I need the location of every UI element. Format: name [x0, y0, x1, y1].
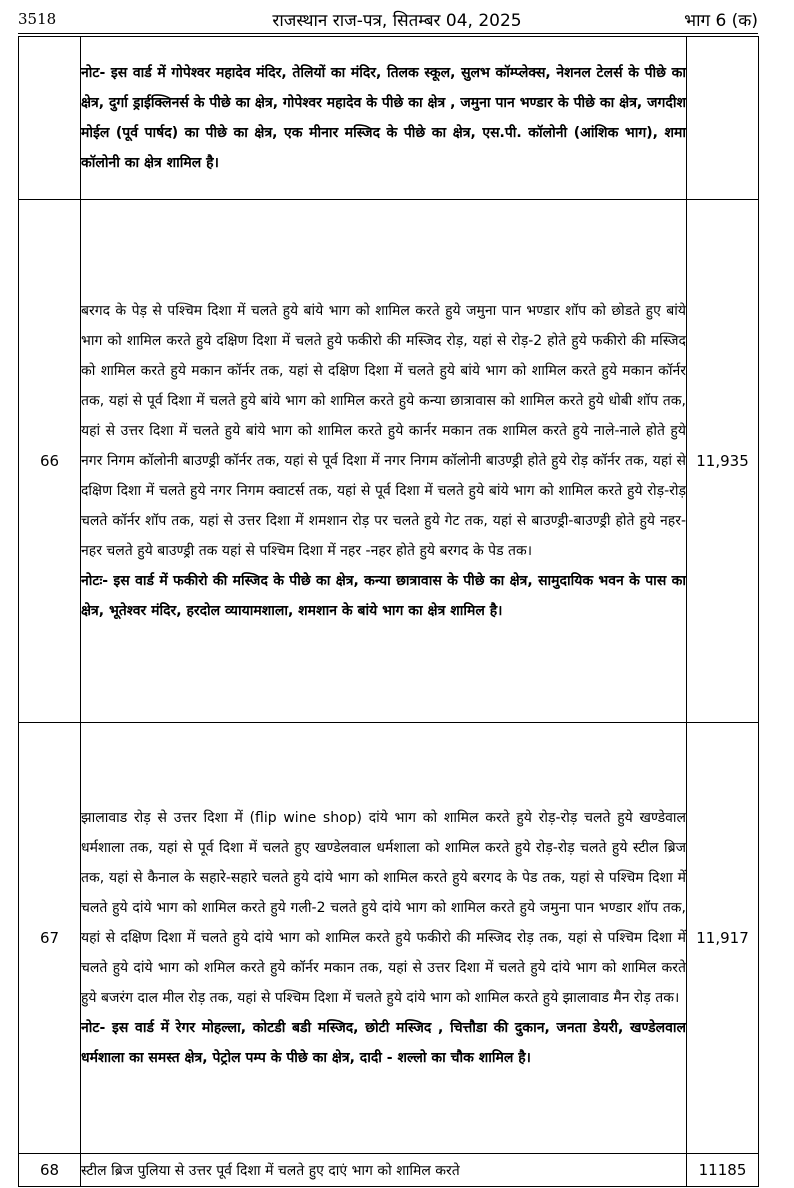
ward-population: 11185: [687, 1154, 759, 1187]
page-header: [0, 0, 794, 36]
ward-note: नोट- इस वार्ड में गोपेश्वर महादेव मंदिर, तेलियों का मंदिर, तिलक स्कूल, सुलभ कॉम्प्लेक्स, नेशनल टेलर्स के पीछे का क्षेत्र, दुर्गा ड्राईक्लिनर्स के पीछे का क्षेत्र, गोपेश्वर महादेव के पीछे का क्षेत्र , जमुना पान भण्डार के पीछे का क्षेत्र, जगदीश मोईल (पूर्व पार्षद) का पीछे का क्षेत्र, एक मीनार मस्जिद के पीछे का क्षेत्र, एस.पी. कॉलोनी (आंशिक भाग), शमा कॉलोनी का क्षेत्र शामिल है।: [81, 65, 686, 171]
gazette-title: राजस्थान राज-पत्र, सितम्बर 04, 2025: [272, 11, 522, 31]
page-number: 3518: [18, 10, 57, 28]
ward-description-cell: [81, 37, 687, 200]
ward-note: नोटः- इस वार्ड में फकीरो की मस्जिद के पीछे का क्षेत्र, कन्या छात्रावास के पीछे का क्षेत्र, सामुदायिक भवन के पास का क्षेत्र, भूतेश्वर मंदिर, हरदोल व्यायामशाला, शमशान के बांये भाग का क्षेत्र शामिल है।: [81, 573, 686, 619]
ward-note: नोट- इस वार्ड में रेगर मोहल्ला, कोटडी बडी मस्जिद, छोटी मस्जिद , चित्तौडा की दुकान, जनता डेयरी, खण्डेलवाल धर्मशाला का समस्त क्षेत्र, पेट्रोल पम्प के पीछे का क्षेत्र, दादी - शल्लो का चौक शामिल है।: [81, 1020, 686, 1066]
ward-number: 67: [19, 723, 81, 1154]
header-rule: [18, 33, 758, 34]
ward-boundary-table: [18, 36, 759, 1187]
ward-description-cell: [81, 1154, 687, 1187]
ward-description-cell: [81, 200, 687, 723]
table-row: [19, 200, 759, 723]
ward-number: 68: [19, 1154, 81, 1187]
ward-boundary-text: झालावाड रोड़ से उत्तर दिशा में (flip wine shop) दांये भाग को शामिल करते हुये रोड़-रोड़ चलते हुये खण्डेवाल धर्मशाला तक, यहां से पूर्व दिशा में चलते हुए खण्डेलवाल धर्मशाला को शामिल करते हुये रोड़-रोड़ चलते हुये स्टील ब्रिज तक, यहां से कैनाल के सहारे-सहारे चलते हुये दांये भाग को शामिल करते हुये बरगद के पेड तक, यहां से पश्चिम दिशा में चलते हुये दांये भाग को शामिल करते हुये गली-2 चलते हुये दांये भाग को शामिल करते हुये जमुना पान भण्डार शॉप तक, यहां से दक्षिण दिशा में चलते हुये दांये भाग को शामिल करते हुये फकीरो की मस्जिद रोड़ तक, यहां से पश्चिम दिशा में चलते हुये दांये भाग को शमिल करते हुये कॉर्नर मकान तक, यहां से उत्तर दिशा में चलते हुये दांये भाग को शामिल करते हुये बजरंग दाल मील रोड़ तक, यहां से पश्चिम दिशा में चलते हुये दांये भाग को शामिल करते हुये झालावाड मैन रोड़ तक।: [81, 810, 686, 1006]
ward-description-cell: [81, 723, 687, 1154]
ward-boundary-text: बरगद के पेड़ से पश्चिम दिशा में चलते हुये बांये भाग को शामिल करते हुये जमुना पान भण्डार शॉप को छोडते हुए बांये भाग को शामिल करते हुये दक्षिण दिशा में चलते हुये फकीरो की मस्जिद रोड़, यहां से रोड़-2 होते हुये फकीरो की मस्जिद को शामिल करते हुये मकान कॉर्नर तक, यहां से दक्षिण दिशा में चलते हुये बांये भाग को शामिल करते हुये मकान कॉर्नर तक, यहां से पूर्व दिशा में चलते हुये बांये भाग को शामिल करते हुये कन्या छात्रावास को शामिल करते हुये धोबी शॉप तक, यहां से उत्तर दिशा में चलते हुये बांये भाग को शामिल करते हुये कार्नर मकान तक शामिल करते हुये नाले-नाले होते हुये नगर निगम कॉलोनी बाउण्ड्री कॉर्नर तक, यहां से पूर्व दिशा में नगर निगम कॉलोनी बाउण्ड्री होते हुये रोड़ कॉर्नर तक, यहां से दक्षिण दिशा में चलते हुये नगर निगम क्वाटर्स तक, यहां से पूर्व दिशा में चलते हुये बांये भाग को शामिल करते हुये रोड़-रोड़ चलते कॉर्नर शॉप तक, यहां से उत्तर दिशा में शमशान रोड़ पर चलते हुये गेट तक, यहां से बाउण्ड्री-बाउण्ड्री होते हुये नहर-नहर चलते हुये बाउण्ड्री तक यहां से पश्चिम दिशा में नहर -नहर होते हुये बरगद के पेड तक।: [81, 303, 686, 559]
table-row: [19, 37, 759, 200]
ward-number: [19, 37, 81, 200]
table-row: [19, 1154, 759, 1187]
ward-population: [687, 37, 759, 200]
ward-population: 11,917: [687, 723, 759, 1154]
ward-number: 66: [19, 200, 81, 723]
table-row: [19, 723, 759, 1154]
gazette-part: भाग 6 (क): [684, 11, 758, 31]
ward-population: 11,935: [687, 200, 759, 723]
ward-boundary-text: स्टील ब्रिज पुलिया से उत्तर पूर्व दिशा में चलते हुए दाएं भाग को शामिल करते: [81, 1163, 460, 1179]
